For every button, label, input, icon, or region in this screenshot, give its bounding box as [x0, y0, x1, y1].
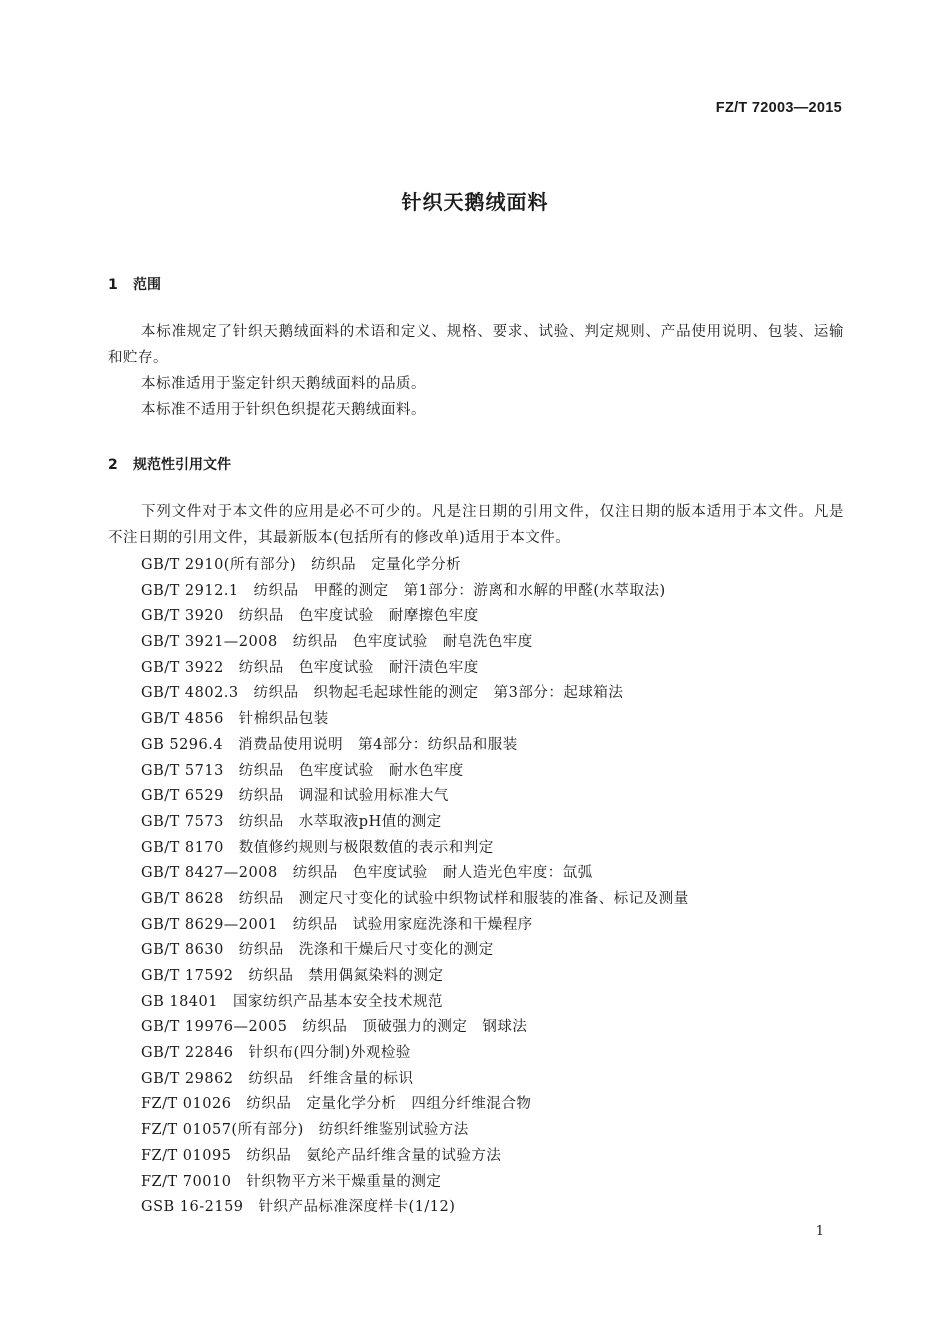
reference-item: GB 5296.4 消费品使用说明 第4部分：纺织品和服装	[141, 736, 518, 753]
reference-item: GB/T 8628 纺织品 测定尺寸变化的试验中织物试样和服装的准备、标记及测量	[141, 890, 689, 907]
reference-item: GB/T 6529 纺织品 调湿和试验用标准大气	[141, 788, 449, 805]
reference-item: GB/T 5713 纺织品 色牢度试验 耐水色牢度	[141, 762, 464, 779]
section-2-number: 2	[108, 457, 118, 473]
document-title: 针织天鹅绒面料	[401, 190, 549, 214]
reference-item: GB/T 3920 纺织品 色牢度试验 耐摩擦色牢度	[141, 608, 479, 625]
reference-item: GB/T 8427—2008 纺织品 色牢度试验 耐人造光色牢度：氙弧	[141, 865, 593, 882]
section-1-number: 1	[108, 277, 118, 293]
reference-item: GB/T 8629—2001 纺织品 试验用家庭洗涤和干燥程序	[141, 916, 533, 933]
standard-code: FZ/T 72003—2015	[715, 100, 842, 116]
section-1-paragraph-scope: 本标准规定了针织天鹅绒面料的术语和定义、规格、要求、试验、判定规则、产品使用说明、包装、运输和贮存。	[108, 324, 844, 366]
section-1-paragraph-applicable: 本标准适用于鉴定针织天鹅绒面料的品质。	[141, 376, 426, 392]
reference-item: GSB 16-2159 针织产品标准深度样卡(1/12)	[141, 1199, 456, 1216]
reference-list	[141, 553, 689, 1221]
reference-item: GB/T 3922 纺织品 色牢度试验 耐汗渍色牢度	[141, 659, 479, 676]
section-2-intro: 下列文件对于本文件的应用是必不可少的。凡是注日期的引用文件，仅注日期的版本适用于本文件。凡是不注日期的引用文件，其最新版本(包括所有的修改单)适用于本文件。	[108, 504, 844, 546]
reference-item: GB/T 19976—2005 纺织品 顶破强力的测定 钢球法	[141, 1019, 528, 1036]
reference-item: GB/T 8170 数值修约规则与极限数值的表示和判定	[141, 839, 494, 856]
reference-item: GB/T 2912.1 纺织品 甲醛的测定 第1部分：游离和水解的甲醛(水萃取法)	[141, 582, 666, 599]
section-2-heading	[108, 454, 231, 474]
reference-item: GB/T 3921—2008 纺织品 色牢度试验 耐皂洗色牢度	[141, 634, 533, 651]
reference-item: GB/T 4802.3 纺织品 织物起毛起球性能的测定 第3部分：起球箱法	[141, 685, 624, 702]
reference-item: GB/T 29862 纺织品 纤维含量的标识	[141, 1070, 414, 1087]
reference-item: GB/T 7573 纺织品 水萃取液pH值的测定	[141, 813, 442, 830]
reference-item: GB/T 22846 针织布(四分制)外观检验	[141, 1045, 411, 1062]
reference-item: FZ/T 01095 纺织品 氨纶产品纤维含量的试验方法	[141, 1147, 502, 1164]
page-number: 1	[815, 1224, 824, 1239]
reference-item: FZ/T 70010 针织物平方米干燥重量的测定	[141, 1173, 442, 1190]
reference-item: FZ/T 01026 纺织品 定量化学分析 四组分纤维混合物	[141, 1096, 532, 1113]
section-1-paragraph-not-applicable: 本标准不适用于针织色织提花天鹅绒面料。	[141, 402, 426, 418]
section-1-title: 范围	[133, 277, 161, 293]
reference-item: FZ/T 01057(所有部分) 纺织纤维鉴别试验方法	[141, 1122, 469, 1139]
reference-item: GB 18401 国家纺织产品基本安全技术规范	[141, 993, 443, 1010]
reference-item: GB/T 17592 纺织品 禁用偶氮染料的测定	[141, 968, 444, 984]
reference-item: GB/T 2910(所有部分) 纺织品 定量化学分析	[141, 557, 462, 573]
section-2-title: 规范性引用文件	[133, 457, 231, 473]
section-1-heading	[108, 274, 161, 294]
reference-item: GB/T 4856 针棉织品包装	[141, 711, 329, 728]
reference-item: GB/T 8630 纺织品 洗涤和干燥后尺寸变化的测定	[141, 942, 494, 959]
